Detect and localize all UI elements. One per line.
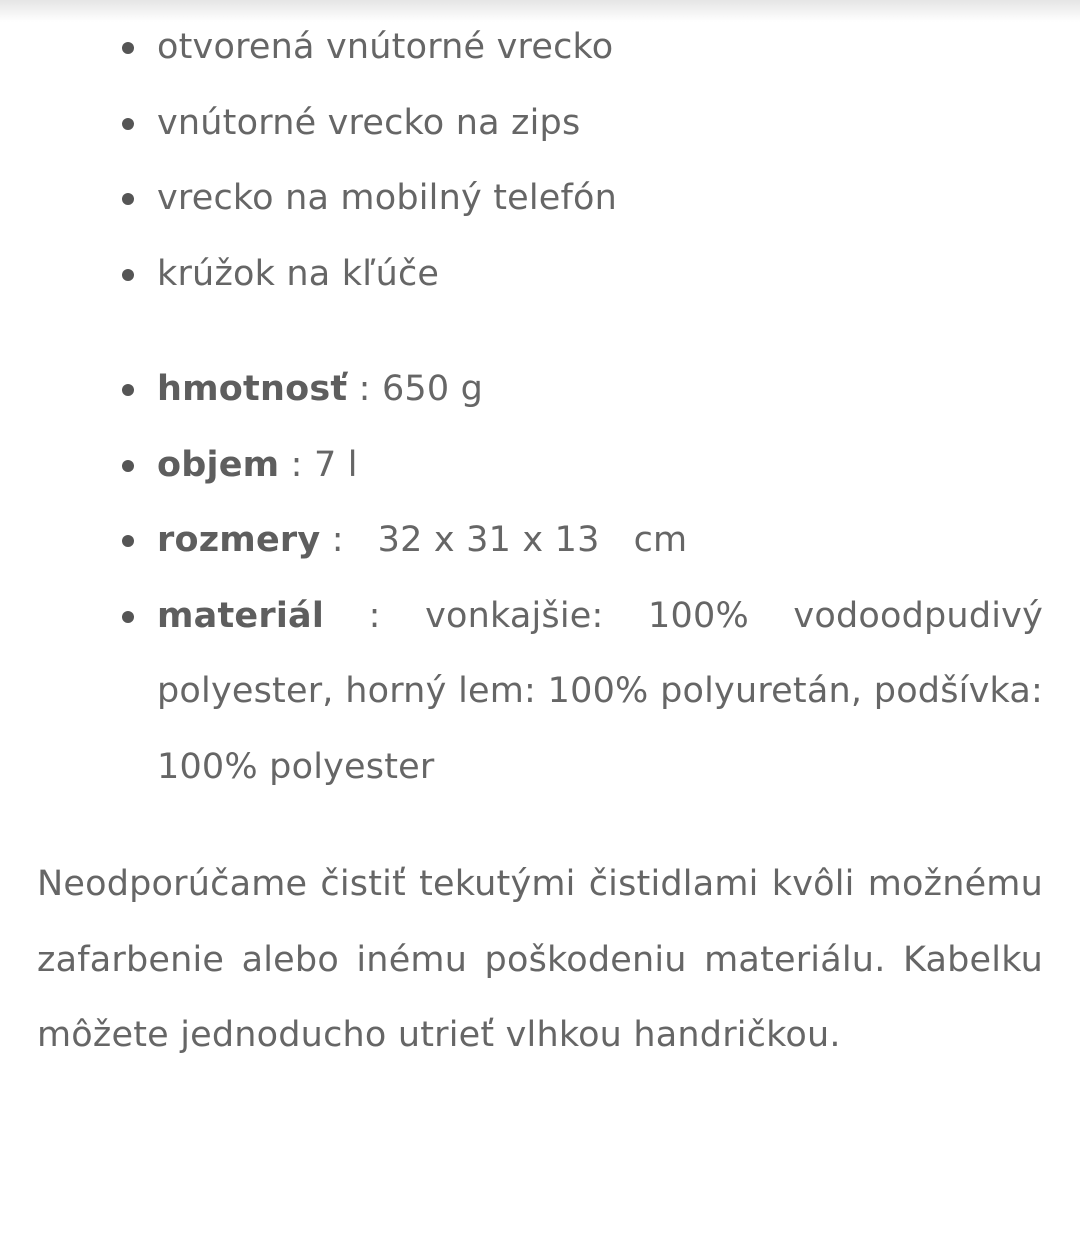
spec-value: : vonkajšie: 100% vodoodpudivý polyester, horný lem: 100% polyuretán, podšívka: 100% polyester xyxy=(157,595,1043,787)
spec-value: : 7 l xyxy=(279,444,358,485)
spec-label: objem xyxy=(157,444,280,485)
list-item: vnútorné vrecko na zips xyxy=(37,86,1043,162)
product-description xyxy=(37,10,1043,1074)
care-note: Neodporúčame čistiť tekutými čistidlami kvôli možnému zafarbenie alebo inému poškodeniu materiálu. Kabelku môžete jednoducho utrieť vlhkou handričkou. xyxy=(37,864,1043,1055)
spec-item-dimensions xyxy=(37,503,1043,579)
spec-list xyxy=(37,352,1043,805)
spec-value: : 32 x 31 x 13 cm xyxy=(320,520,688,560)
spec-value: : 650 g xyxy=(347,369,484,409)
spec-label: materiál xyxy=(157,595,325,636)
spec-label: rozmery xyxy=(157,520,321,560)
list-item: vrecko na mobilný telefón xyxy=(37,161,1043,237)
list-item: krúžok na kľúče xyxy=(37,237,1043,313)
spec-label: hmotnosť xyxy=(157,369,348,409)
spec-item-volume xyxy=(37,428,1043,504)
spec-item-material xyxy=(37,579,1043,806)
spec-item-weight xyxy=(37,352,1043,428)
list-item: otvorená vnútorné vrecko xyxy=(37,10,1043,86)
feature-list xyxy=(37,10,1043,312)
